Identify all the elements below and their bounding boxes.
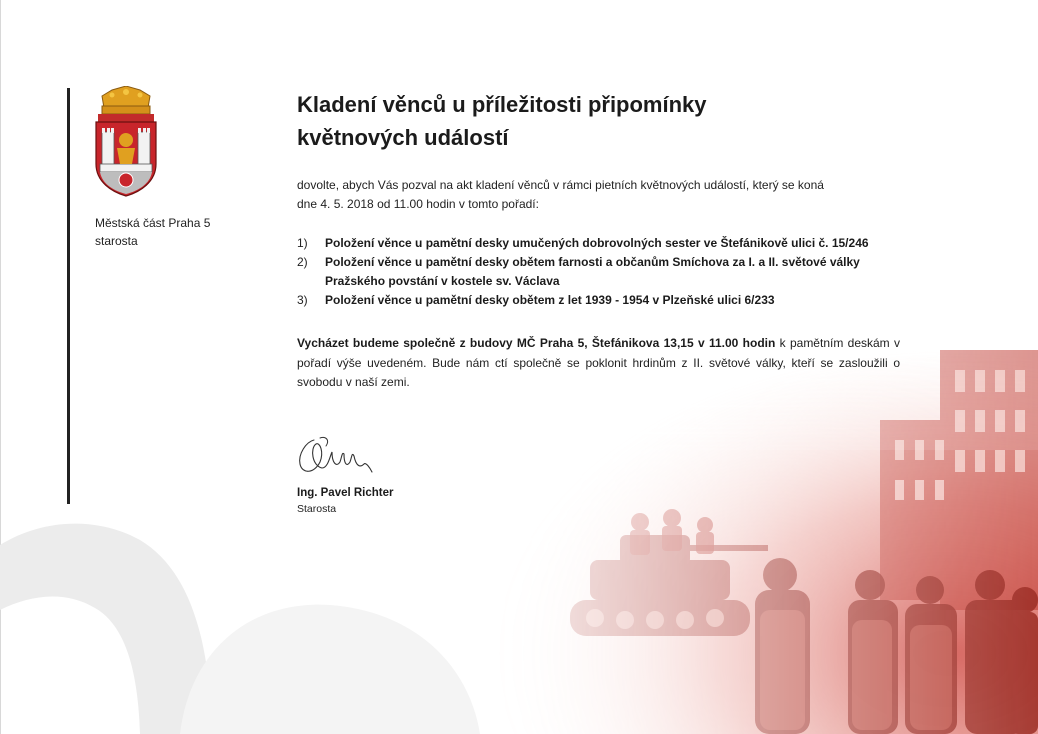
office-role: starosta: [95, 234, 138, 248]
left-vertical-rule: [67, 88, 70, 504]
list-item-line: Pražského povstání v kostele sv. Václava: [325, 274, 560, 288]
page-title: [297, 88, 937, 154]
program-list: [297, 234, 917, 310]
handwritten-signature-icon: [296, 432, 374, 478]
prague-5-coat-of-arms-icon: [90, 86, 162, 198]
signer-role: Starosta: [297, 503, 337, 515]
office-name: Městská část Praha 5: [95, 216, 211, 230]
intro-text: [297, 176, 897, 214]
departure-bold-text: Vycházet budeme společně z budovy MČ Praha 5, Štefánikova 13,15 v 11.00 hodin: [297, 336, 776, 350]
departure-paragraph: [297, 334, 900, 393]
list-item-line: Položení věnce u pamětní desky umučených dobrovolných sester ve Štefánikově ulici č. 15/246: [325, 236, 869, 250]
list-item-line: Položení věnce u pamětní desky obětem farnosti a občanům Smíchova za I. a II. světové války: [325, 255, 860, 269]
list-item-text: [325, 291, 917, 310]
list-item-text: [325, 234, 917, 253]
title-line-1: Kladení věnců u příležitosti připomínky: [297, 92, 707, 117]
title-line-2: květnových událostí: [297, 125, 509, 150]
list-item-number: 2): [297, 255, 308, 269]
list-item: [297, 253, 917, 291]
sidebar-office-block: [95, 214, 210, 250]
list-item-number: 1): [297, 236, 308, 250]
list-item: [297, 234, 917, 253]
list-item: [297, 291, 917, 310]
departure-rest-text: k pamětním deskám v pořadí výše uvedeném. Bude nám ctí společně se poklonit hrdinům z II. světové války, kteří se zasloužili o svobodu v naší zemi.: [297, 336, 900, 389]
decorative-arc: [0, 524, 212, 734]
signer-name: Ing. Pavel Richter: [297, 487, 394, 499]
list-item-number: 3): [297, 293, 308, 307]
intro-line-1: dovolte, abych Vás pozval na akt kladení věnců v rámci pietních květnových událostí, který se koná: [297, 178, 824, 192]
intro-line-2: dne 4. 5. 2018 od 11.00 hodin v tomto pořadí:: [297, 197, 539, 211]
list-item-line: Položení věnce u pamětní desky obětem z let 1939 - 1954 v Plzeňské ulici 6/233: [325, 293, 775, 307]
list-item-text: [325, 253, 917, 291]
